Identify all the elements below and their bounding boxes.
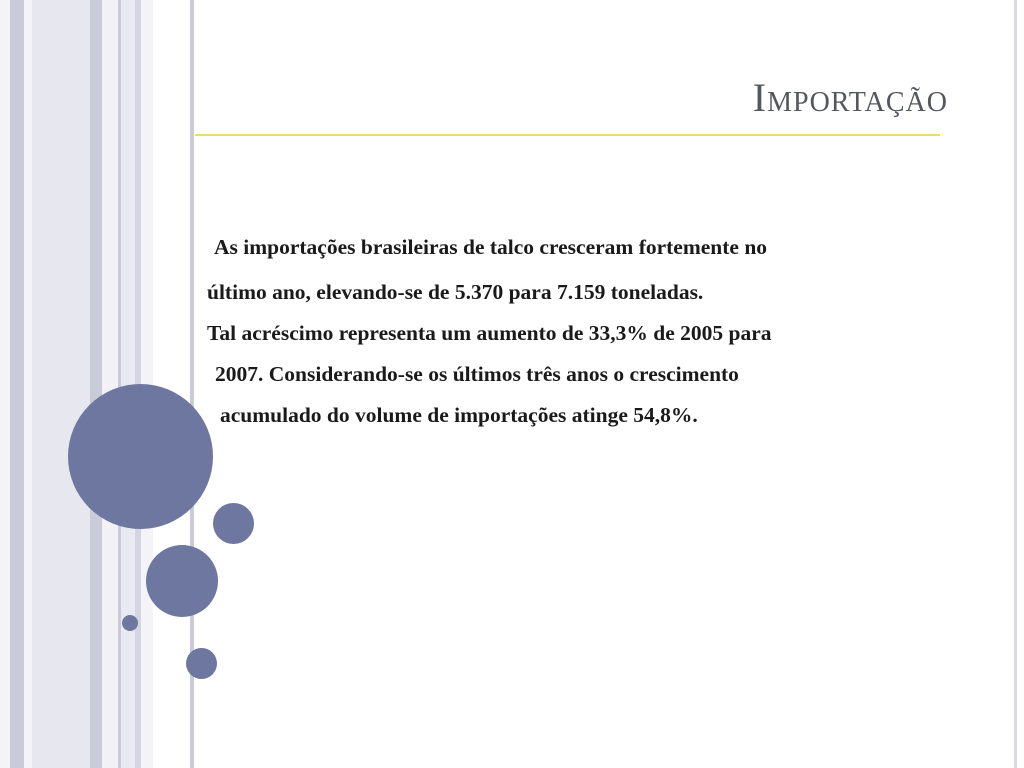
body-text-line: 2007. Considerando-se os últimos três anos o crescimento bbox=[215, 362, 739, 386]
body-text-line: As importações brasileiras de talco cresceram fortemente no bbox=[214, 235, 768, 259]
decor-stripe bbox=[32, 0, 90, 768]
decor-stripe bbox=[153, 0, 190, 768]
decor-stripe bbox=[1014, 0, 1017, 768]
decor-stripe bbox=[24, 0, 32, 768]
decor-circle-large bbox=[68, 384, 213, 529]
decor-stripe bbox=[10, 0, 24, 768]
body-text-line: acumulado do volume de importações atinge 54,8%. bbox=[220, 403, 698, 427]
decor-stripe bbox=[0, 0, 10, 768]
body-text-line: último ano, elevando-se de 5.370 para 7.159 toneladas. bbox=[207, 280, 704, 304]
body-text-line: Tal acréscimo representa um aumento de 33,3% de 2005 para bbox=[207, 321, 772, 345]
decor-circle-small bbox=[213, 503, 254, 544]
decor-circle-tiny bbox=[122, 615, 138, 631]
decor-circle-medium bbox=[146, 545, 218, 617]
slide-title: Importação bbox=[752, 75, 948, 120]
decor-stripe bbox=[90, 0, 102, 768]
decor-circle-small bbox=[186, 648, 217, 679]
title-underline bbox=[195, 134, 940, 136]
decor-stripe bbox=[102, 0, 118, 768]
